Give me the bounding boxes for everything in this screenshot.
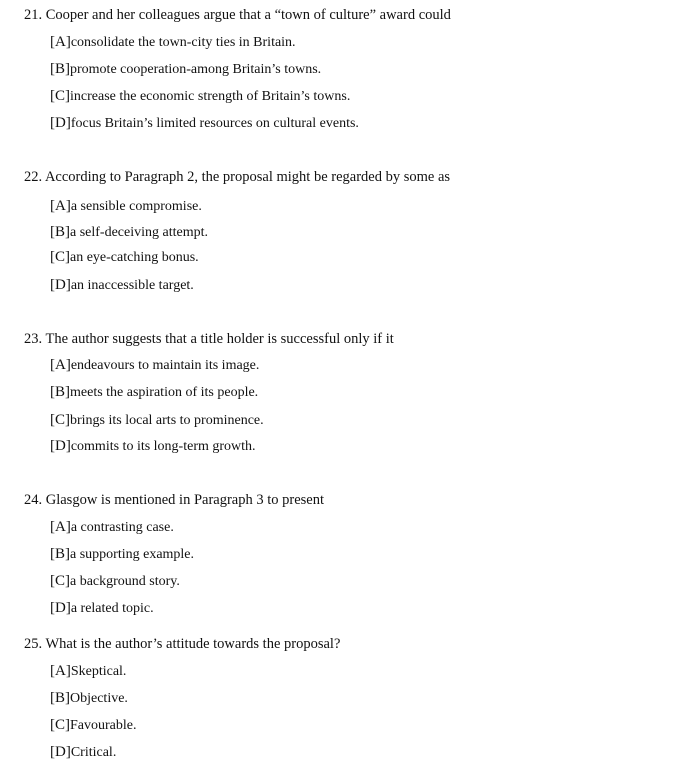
option-c [50,87,350,106]
option-text: a sensible compromise. [70,199,202,214]
option-letter: [B] [50,546,70,562]
option-letter: [A] [50,34,71,50]
option-d [50,743,116,762]
option-text: a background story. [70,574,180,589]
option-letter: [A] [50,198,71,214]
option-text: a supporting example. [70,547,195,562]
option-b [50,60,321,79]
option-letter: [B] [50,690,70,706]
option-a [50,518,174,537]
question-stem: 23. The author suggests that a title holder is successful only if it [24,331,394,347]
option-b [50,545,194,564]
option-d [50,114,359,133]
option-b [50,383,258,402]
option-letter: [C] [50,412,70,428]
option-letter: [D] [50,744,71,760]
option-letter: [C] [50,249,70,265]
option-text: Objective. [70,691,128,706]
option-text: a contrasting case. [70,520,174,535]
option-text: a related topic. [70,601,154,616]
option-text: Skeptical. [70,664,127,679]
option-text: promote cooperation-among Britain’s towns. [70,62,322,77]
option-text: Critical. [70,745,117,760]
option-letter: [A] [50,663,71,679]
question-stem: 25. What is the author’s attitude towards the proposal? [24,636,341,652]
option-letter: [C] [50,573,70,589]
option-text: Favourable. [70,718,137,733]
option-letter: [B] [50,224,70,240]
option-letter: [A] [50,519,71,535]
option-letter: [C] [50,88,70,104]
option-letter: [B] [50,384,70,400]
question-stem: 24. Glasgow is mentioned in Paragraph 3 to present [24,492,325,508]
option-c [50,411,264,430]
option-c [50,248,199,267]
option-text: commits to its long-term growth. [70,439,256,454]
option-a [50,197,202,216]
option-d [50,437,256,456]
option-c [50,716,136,735]
option-a [50,356,259,375]
option-d [50,276,194,295]
option-text: consolidate the town-city ties in Britain. [70,35,296,50]
option-letter: [A] [50,357,71,373]
option-d [50,599,154,618]
option-letter: [D] [50,600,71,616]
option-text: an inaccessible target. [70,278,194,293]
option-letter: [D] [50,115,71,131]
option-b [50,223,208,242]
option-letter: [D] [50,277,71,293]
option-letter: [B] [50,61,70,77]
question-stem: 22. According to Paragraph 2, the proposal might be regarded by some as [24,169,451,185]
option-a [50,662,126,681]
option-text: an eye-catching bonus. [70,250,199,265]
option-text: focus Britain’s limited resources on cultural events. [70,116,359,131]
question-stem: 21. Cooper and her colleagues argue that a “town of culture” award could [24,7,451,23]
option-letter: [C] [50,717,70,733]
option-text: increase the economic strength of Britain’s towns. [70,89,351,104]
option-c [50,572,180,591]
option-b [50,689,128,708]
option-text: brings its local arts to prominence. [70,413,264,428]
option-text: endeavours to maintain its image. [70,358,260,373]
option-text: meets the aspiration of its people. [70,385,259,400]
option-text: a self-deceiving attempt. [70,225,208,240]
option-a [50,33,296,52]
option-letter: [D] [50,438,71,454]
